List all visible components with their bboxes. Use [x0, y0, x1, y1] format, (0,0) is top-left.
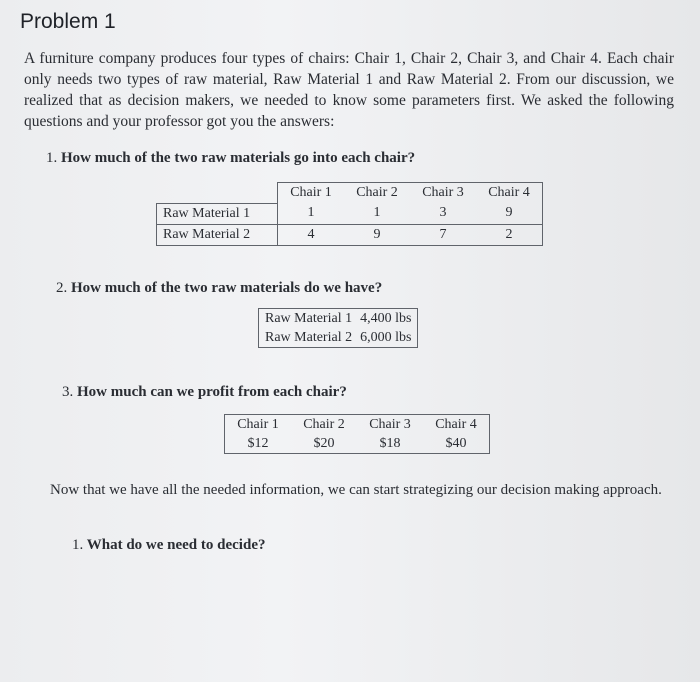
- table2-row-label: Raw Material 1: [265, 311, 353, 326]
- table1-header-chair-4: Chair 4: [476, 183, 543, 204]
- table3-header-chair-3: Chair 3: [369, 417, 411, 432]
- question-2-number: 2.: [56, 280, 68, 296]
- table-cell: 2: [476, 224, 543, 245]
- table1-header-chair-1: Chair 1: [278, 183, 345, 204]
- table-cell: $40: [445, 436, 467, 451]
- problem-heading: Problem 1: [20, 10, 116, 33]
- table-cell: $12: [247, 436, 269, 451]
- table3-header-chair-1: Chair 1: [237, 417, 279, 432]
- question-2-text: How much of the two raw materials do we have?: [71, 280, 383, 296]
- table-cell: 4,400 lbs: [360, 311, 412, 326]
- question-4-text: What do we need to decide?: [86, 537, 266, 553]
- question-1: [46, 150, 415, 167]
- question-1-text: How much of the two raw materials go into each chair?: [61, 150, 416, 166]
- intro-paragraph: A furniture company produces four types of chairs: Chair 1, Chair 2, Chair 3, and Chair 4. Each chair only needs two types of raw material, Raw Material 1 and Raw Material 2. From our discussion, we realized that as decision makers, we needed to know some parameters first. We asked the following questions and your professor got you the answers:: [24, 50, 674, 130]
- table-row: [259, 328, 418, 348]
- question-4: [72, 537, 265, 554]
- table-row: [225, 434, 490, 454]
- question-4-number: 1.: [72, 537, 84, 553]
- table-cell: $20: [313, 436, 335, 451]
- closing-paragraph: Now that we have all the needed information, we can start strategizing our decision making approach.: [50, 482, 662, 498]
- question-3-number: 3.: [62, 384, 74, 400]
- table1-header-chair-2: Chair 2: [344, 183, 410, 204]
- materials-available-table: [258, 308, 418, 348]
- table1-header-chair-3: Chair 3: [410, 183, 476, 204]
- table-header-row: [157, 183, 543, 204]
- table-row: [259, 309, 418, 329]
- table-header-row: [225, 415, 490, 435]
- table3-header-chair-4: Chair 4: [435, 417, 477, 432]
- table-cell: 9: [344, 224, 410, 245]
- table-cell: $18: [379, 436, 401, 451]
- table-cell: 6,000 lbs: [360, 330, 412, 345]
- table3-header-chair-2: Chair 2: [303, 417, 345, 432]
- table-cell: 9: [476, 203, 543, 224]
- question-2: [56, 280, 382, 297]
- table-cell: 1: [344, 203, 410, 224]
- question-1-number: 1.: [46, 150, 58, 166]
- table1-row-label: Raw Material 2: [157, 224, 278, 245]
- table1-row-label: Raw Material 1: [157, 203, 278, 224]
- question-3-text: How much can we profit from each chair?: [77, 384, 347, 400]
- materials-per-chair-table: [156, 182, 543, 246]
- table-row: [157, 203, 543, 224]
- table-row: [157, 224, 543, 245]
- table2-row-label: Raw Material 2: [265, 330, 353, 345]
- question-3: [62, 384, 347, 401]
- table-cell: 7: [410, 224, 476, 245]
- table-cell: 4: [278, 224, 345, 245]
- table-cell: 1: [278, 203, 345, 224]
- table-cell: 3: [410, 203, 476, 224]
- profit-per-chair-table: [224, 414, 490, 454]
